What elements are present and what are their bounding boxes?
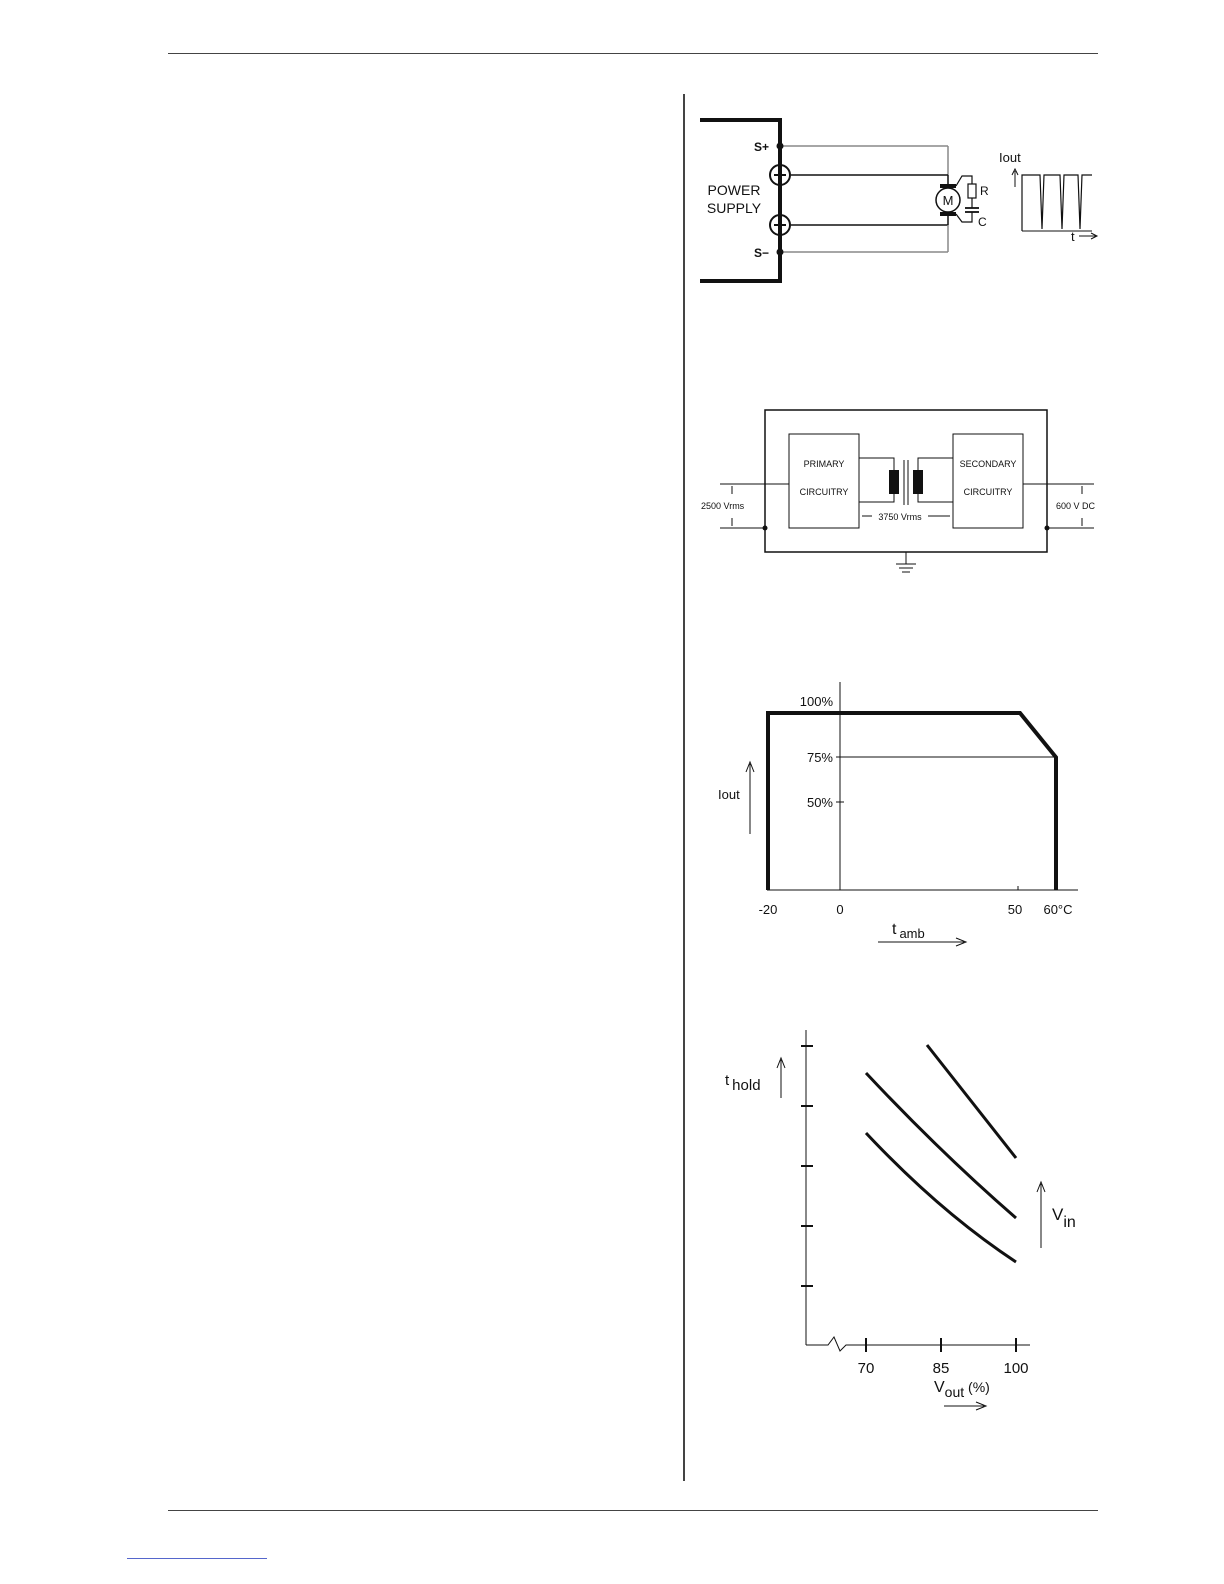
vout-sub: out <box>944 1384 965 1400</box>
x-tick-100: 100 <box>1003 1360 1029 1377</box>
s-minus-label: S− <box>754 246 770 260</box>
iout-label: Iout <box>999 150 1021 165</box>
thold-sub: hold <box>732 1077 761 1094</box>
footer-link-underline <box>127 1558 267 1559</box>
motor-label: M <box>942 193 954 208</box>
thold-main: t <box>725 1072 730 1089</box>
footer-rule <box>168 1510 1098 1511</box>
isolation-voltage-label: 3750 Vrms <box>878 512 922 522</box>
time-label: t <box>1071 229 1075 244</box>
primary-label-2: CIRCUITRY <box>799 487 849 497</box>
thold-label <box>725 1072 761 1094</box>
derating-x-label <box>892 921 925 941</box>
rc-snubber-wire <box>956 176 972 186</box>
motor-icon <box>936 188 960 212</box>
capacitor-label: C <box>978 215 987 229</box>
column-divider <box>683 94 685 1481</box>
transformer-core-left <box>889 470 899 494</box>
vout-unit: (%) <box>964 1379 990 1395</box>
x-tick-60: 60°C <box>1043 902 1073 917</box>
vin-main: V <box>1052 1205 1064 1224</box>
power-supply-label-2: SUPPLY <box>706 200 762 216</box>
minus-terminal-icon <box>770 215 790 235</box>
input-voltage-label: 2500 Vrms <box>701 501 745 511</box>
holdup-curve-mid-vin <box>866 1073 1016 1218</box>
current-waveform <box>1022 175 1092 231</box>
vout-label <box>934 1379 990 1400</box>
y-tick-75: 75% <box>806 750 833 765</box>
tamb-sub: amb <box>899 926 925 941</box>
y-tick-100: 100% <box>799 694 833 709</box>
primary-block <box>789 434 859 528</box>
vout-main: V <box>934 1379 945 1396</box>
output-voltage-label: 600 V DC <box>1056 501 1096 511</box>
enclosure-outline <box>765 410 1047 552</box>
x-tick-70: 70 <box>857 1360 875 1377</box>
holdup-curve-high-vin <box>927 1045 1016 1158</box>
resistor-icon <box>968 184 976 198</box>
x-tick-85: 85 <box>932 1360 950 1377</box>
vin-label <box>1052 1205 1076 1231</box>
vin-sub: in <box>1063 1214 1076 1231</box>
power-supply-outline <box>700 120 780 281</box>
s-plus-label: S+ <box>754 140 770 154</box>
secondary-label-2: CIRCUITRY <box>963 487 1013 497</box>
power-supply-label-1: POWER <box>707 182 761 198</box>
tamb-main: t <box>892 921 897 938</box>
y-tick-50: 50% <box>806 795 833 810</box>
primary-label-1: PRIMARY <box>803 459 845 469</box>
secondary-block <box>953 434 1023 528</box>
resistor-label: R <box>980 184 989 198</box>
plus-terminal-icon <box>770 165 790 185</box>
header-rule <box>168 53 1098 54</box>
holdup-curve-low-vin <box>866 1133 1016 1262</box>
x-tick-minus20: -20 <box>758 902 778 917</box>
x-tick-50: 50 <box>1007 902 1023 917</box>
derating-y-label: Iout <box>718 787 740 802</box>
transformer-core-right <box>913 470 923 494</box>
x-tick-0: 0 <box>836 902 844 917</box>
holdup-x-axis-break <box>806 1337 1030 1351</box>
derating-curve <box>768 713 1056 890</box>
secondary-label-1: SECONDARY <box>959 459 1017 469</box>
